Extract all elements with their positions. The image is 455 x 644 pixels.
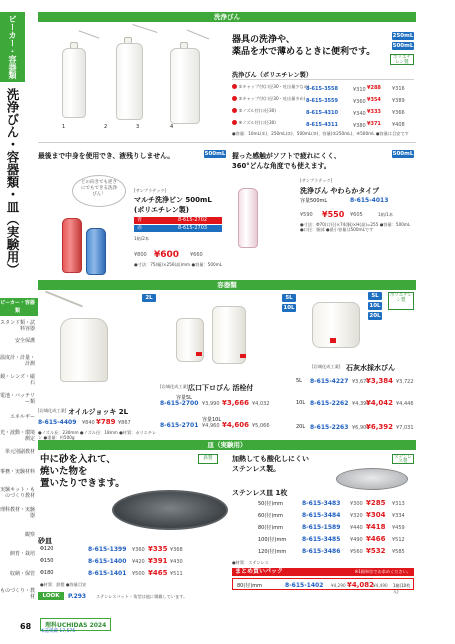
sidebar-item[interactable]: 実験キット・ものづくり教材 — [0, 487, 35, 499]
capacity-badge: 250mL — [392, 33, 414, 39]
sale-price: ¥465 — [148, 569, 168, 577]
sale-price: ¥466 — [366, 535, 386, 543]
product-code: 8-615-3485 — [302, 536, 341, 543]
color-row: 赤 8-615-2703 — [134, 225, 222, 232]
stopcock-icon — [330, 338, 336, 343]
size-label: 80(径)mm — [258, 525, 284, 531]
sidebar-item[interactable]: 温度計・計量・計測 — [0, 355, 36, 367]
headline: 加熱しても酸化しにくい — [232, 455, 309, 463]
capacity-label: 容量5L — [176, 395, 192, 401]
list-price: ¥590 — [300, 212, 313, 218]
product-code: 8-615-3558 — [306, 86, 338, 92]
nozzle — [78, 30, 99, 38]
capacity-label: 20L — [296, 424, 306, 430]
thumb-label: 4 — [170, 124, 174, 130]
footnote: ●ノズル長：230mm ●ノズル径：18mm ●材質：ポリエチレン ●重量：約500g — [38, 430, 157, 441]
oil-jug-image — [60, 318, 108, 382]
lime-water-bottle-image — [312, 302, 360, 348]
list-price: ¥440 — [350, 525, 363, 531]
product-code: 8-615-4311 — [306, 122, 338, 128]
bulk-pack-label: まとめ買いパック — [235, 568, 284, 575]
list-price: ¥360 — [353, 99, 366, 105]
marker-icon — [232, 96, 237, 101]
maker: [岩城化成工業] — [38, 408, 67, 413]
product-code: 8-615-3559 — [306, 98, 338, 104]
section-header-dishes: 皿（実験用） — [38, 440, 416, 450]
catalog-sub: 本誌掲載 17,575 — [40, 629, 76, 634]
quantity: 1箱/1本 — [378, 212, 394, 217]
sand-dish-image — [112, 490, 228, 530]
sale-price: ¥4,606 — [222, 421, 250, 429]
product-name: 広口下ロびん 活栓付 — [188, 384, 254, 392]
tax-price: ¥660 — [190, 252, 203, 258]
blue-bottle-image — [86, 228, 106, 275]
tax-price: ¥585 — [392, 549, 405, 555]
list-price: ¥4,390 — [352, 401, 370, 407]
sidebar-item[interactable]: ものづくり・教材 — [0, 588, 36, 600]
product-code: 8-615-4409 — [38, 419, 77, 426]
bottle-image-3 — [170, 48, 200, 124]
sale-price: ¥335 — [148, 545, 168, 553]
bottle-image-1 — [62, 48, 86, 118]
tax-price: ¥366 — [392, 110, 405, 116]
list-price: ¥420 — [132, 559, 145, 565]
quantity: 1箱(10枚入) — [393, 583, 411, 594]
list-price: ¥4,960 — [202, 423, 220, 429]
material-badge: ステンレス製 — [392, 454, 414, 464]
bulk-pack-header — [232, 568, 414, 576]
product-code: 8-615-1401 — [88, 570, 127, 577]
section-header-containers: 容器類 — [38, 280, 416, 290]
thumb-label: 2 — [104, 124, 108, 130]
product-code: 8-615-3484 — [302, 512, 341, 519]
capacity-label: 10L — [296, 400, 306, 406]
sidebar-item-active[interactable]: ビーカー・容器類 — [0, 298, 38, 316]
quantity: 1箱/2本 — [134, 236, 150, 241]
material-badge: ポリエチレン製 — [390, 54, 414, 65]
headline: 中に砂を入れて、 — [40, 454, 116, 465]
product-code: 8-615-2262 — [310, 400, 349, 407]
sidebar-item[interactable]: 観察 — [24, 532, 35, 538]
sale-price: ¥3,666 — [222, 399, 250, 407]
footnote: ●寸法：Φ70(口径)×74(胴)×H(高)=255 ●容量：500mL ●口径：胴部 ●最小容量は500mLです — [300, 222, 411, 233]
sale-price: ¥3,384 — [366, 377, 394, 385]
size-label: Φ150 — [40, 558, 54, 564]
tax-price: ¥408 — [392, 122, 405, 128]
product-code: 8-615-1589 — [302, 524, 341, 531]
list-price: ¥310 — [353, 87, 366, 93]
nozzle — [132, 24, 157, 33]
sale-price: ¥4,082 — [347, 581, 375, 589]
table-row: ②キャップ付(口径30・吐出量多め) — [232, 96, 305, 102]
product-title: 洗浄びん（ポリエチレン製） — [232, 72, 313, 79]
sidebar-item[interactable]: 収納・保管 — [9, 571, 35, 577]
headline: ステンレス製。 — [232, 465, 281, 473]
sale-price: ¥391 — [148, 557, 168, 565]
sale-price: ¥550 — [322, 210, 345, 219]
size-label: Φ120 — [40, 546, 54, 552]
table-row: ①キャップ付(口径30・吐出量少なめ) — [232, 84, 310, 90]
tax-price: ¥3,722 — [396, 379, 414, 385]
list-price: ¥300 — [350, 501, 363, 507]
vertical-category-title: 洗浄びん・容器類・皿（実験用） — [5, 88, 20, 276]
product-code: 8-615-2703 — [178, 225, 208, 231]
sale-price: ¥285 — [366, 499, 386, 507]
maker: [サンプラテック] — [134, 188, 167, 193]
look-page-ref[interactable]: P.293 — [68, 593, 87, 600]
color-row: 青 8-615-2702 — [134, 217, 222, 224]
capacity-badge: 10L — [369, 303, 381, 309]
marker-icon — [232, 108, 237, 113]
capacity-badge: 10L — [283, 305, 295, 311]
capacity-badge: 500mL — [392, 43, 414, 49]
sidebar-item[interactable]: 光・波動・環境測定 — [0, 430, 36, 442]
nozzle — [187, 30, 210, 40]
bottle-image-2 — [116, 43, 143, 120]
headline: 薬品を水で薄めるときに便利です。 — [232, 47, 376, 57]
size-label: 80(径)mm — [237, 583, 263, 589]
sale-price: ¥789 — [96, 418, 116, 426]
product-name: 石灰水採水びん — [346, 364, 395, 372]
red-bottle-image — [62, 218, 82, 273]
product-name: オイルジョッキ 2L — [68, 408, 129, 416]
headline: 360°どんな角度でも使えます。 — [232, 162, 331, 170]
product-code: 8-615-4310 — [306, 110, 338, 116]
product-code: 8-615-2700 — [160, 400, 199, 407]
tax-price: ¥867 — [118, 420, 131, 426]
divider — [38, 142, 416, 143]
sale-price: ¥371 — [367, 121, 381, 127]
callout-bubble — [72, 175, 126, 207]
sale-price: ¥600 — [154, 250, 180, 260]
headline: 置いたりできます。 — [40, 478, 125, 489]
sale-price: ¥354 — [367, 97, 381, 103]
product-code: 8-615-3483 — [302, 500, 341, 507]
tax-price: ¥7,031 — [396, 425, 414, 431]
product-name: (ポリエチレン製) — [134, 206, 189, 214]
footnote: ●材質：ステンレス — [232, 560, 269, 565]
headline: 最後まで中身を使用でき、液残りしません。 — [38, 152, 175, 160]
thumb-label: 3 — [136, 124, 140, 130]
table-row: ③ノズル付(口径30) — [232, 108, 276, 114]
list-price: ¥3,670 — [352, 379, 370, 385]
look-text: ステンレスバット・角型は他に掲載しています。 — [96, 594, 188, 599]
capacity-label: 容量10L — [202, 417, 222, 423]
product-name: マルチ洗浄ビン 500mL — [134, 196, 212, 204]
capacity-badge: 20L — [369, 313, 381, 319]
maker: [サンプラテック] — [300, 178, 333, 183]
sidebar-tab-beaker[interactable]: ビーカー・容器類 — [0, 12, 25, 82]
capacity-badge: 5L — [368, 292, 382, 300]
footnote: ●容量：10mL(①)、250mL(②)、500mL(③)、容量(③250mL)、④500mL ●容量は目安です — [232, 131, 409, 136]
sidebar-item[interactable]: 鏡・レンズ・磁石 — [0, 374, 35, 386]
product-code: 8-615-1399 — [88, 546, 127, 553]
footnote: ●寸法：75(幅)×256(高)mm ●容量：500mL — [134, 262, 223, 267]
product-name: 洗浄びん やわらかタイプ — [300, 187, 380, 195]
headline: 器具の洗浄や、 — [232, 35, 295, 45]
product-code: 8-615-1402 — [285, 582, 324, 589]
capacity-label: 容量500mL — [300, 198, 328, 204]
tax-price: ¥459 — [392, 525, 405, 531]
maker: [岩城化成工業] — [160, 384, 189, 389]
tax-price: ¥334 — [392, 513, 405, 519]
sale-price: ¥532 — [366, 547, 386, 555]
stainless-dish-image — [336, 468, 408, 490]
table-row: ④ノズル付(口径30) — [232, 120, 276, 126]
bulk-pack-row — [232, 578, 414, 594]
tax-price: ¥430 — [170, 559, 183, 565]
stopcock-icon — [196, 352, 202, 356]
list-price: ¥800 — [134, 252, 147, 258]
product-code: 8-615-2702 — [178, 217, 208, 223]
product-code: 8-615-2701 — [160, 422, 199, 429]
thumb-label: 1 — [62, 124, 66, 130]
size-label: Φ180 — [40, 570, 54, 576]
sidebar-item[interactable]: スタンド類・試料容器 — [0, 320, 36, 332]
material-badge: 鉄製 — [198, 454, 218, 464]
sale-price: ¥304 — [366, 511, 386, 519]
bulk-pack-note: ※1箱単位でお求めください。 — [354, 569, 411, 574]
sidebar-item[interactable]: 事務・実験材料 — [0, 469, 36, 475]
callout-text: どの向きでも逆さにでもできる洗浄びん！ — [81, 180, 117, 197]
sidebar-item[interactable]: 安全保護 — [14, 338, 35, 344]
catalog-logo: 理科UCHIDAS 2024 — [40, 618, 111, 631]
tax-price: ¥5,066 — [252, 423, 270, 429]
list-price: ¥320 — [350, 513, 363, 519]
list-price: ¥840 — [82, 420, 95, 426]
sale-price: ¥6,392 — [366, 423, 394, 431]
list-price: ¥500 — [132, 571, 145, 577]
list-price: ¥560 — [350, 549, 363, 555]
page-number: 68 — [20, 622, 32, 631]
sale-price: ¥4,042 — [366, 399, 394, 407]
divider — [232, 79, 414, 80]
product-code: 8-615-1400 — [88, 558, 127, 565]
product-code: 8-615-4227 — [310, 378, 349, 385]
sale-price: ¥418 — [366, 523, 386, 531]
product-name: 砂皿 — [38, 537, 52, 545]
tax-price: ¥389 — [392, 98, 405, 104]
tax-price: ¥4,032 — [252, 401, 270, 407]
tax-price: ¥313 — [392, 501, 405, 507]
size-label: 120(径)mm — [258, 549, 287, 555]
list-price: ¥3,990 — [202, 401, 220, 407]
product-name: ステンレス皿 1枚 — [232, 489, 288, 497]
list-price: ¥4,290 — [331, 583, 346, 588]
product-code: 8-615-3486 — [302, 548, 341, 555]
capacity-badge: 5L — [282, 294, 296, 302]
sidebar-item[interactable]: 単元別副教材 — [4, 449, 35, 455]
capacity-badge: 500mL — [204, 151, 226, 157]
capacity-badge: 2L — [142, 294, 156, 302]
tax-price: ¥316 — [392, 86, 405, 92]
footnote: ●材質：鉄製 ●容量目安 — [40, 582, 87, 587]
jug-spout — [45, 291, 83, 308]
headline: 握った感触がソフトで疲れにくく、 — [232, 152, 341, 160]
size-label: 100(径)mm — [258, 537, 287, 543]
product-code: 8-615-2263 — [310, 424, 349, 431]
list-price: ¥340 — [353, 111, 366, 117]
capacity-label: 5L — [296, 378, 302, 384]
tax-price: ¥512 — [392, 537, 405, 543]
tax-price: ¥4,490 — [373, 583, 388, 588]
list-price: ¥360 — [132, 547, 145, 553]
list-price: ¥490 — [350, 537, 363, 543]
stopcock-icon — [240, 354, 246, 358]
maker: [岩城化成工業] — [312, 364, 341, 369]
tax-price: ¥4,446 — [396, 401, 414, 407]
section-header-wash-bottle: 洗浄びん — [38, 12, 416, 22]
capacity-badge: 500mL — [392, 151, 414, 157]
marker-icon — [232, 84, 237, 89]
tax-price: ¥368 — [170, 547, 183, 553]
list-price: ¥380 — [353, 123, 366, 129]
list-price: ¥6,900 — [352, 425, 370, 431]
sidebar-item[interactable]: 電池・バッテリー類 — [0, 393, 36, 405]
headline: 焼いた物を — [40, 466, 88, 477]
sidebar-item[interactable]: エネルギー — [9, 414, 35, 420]
tax-price: ¥605 — [350, 212, 363, 218]
soft-bottle-image — [238, 188, 258, 248]
sale-price: ¥333 — [367, 109, 381, 115]
size-label: 60(径)mm — [258, 513, 284, 519]
sidebar-item[interactable]: 飼育・栽培 — [9, 551, 35, 557]
material-badge: ポリエチレン製 — [388, 292, 414, 310]
look-label: LOOK — [38, 592, 64, 600]
marker-icon — [232, 120, 237, 125]
sidebar-item[interactable]: 理科教材・実験器 — [0, 507, 36, 519]
product-code: 8-615-4013 — [350, 197, 389, 204]
tax-price: ¥511 — [170, 571, 183, 577]
size-label: 50(径)mm — [258, 501, 284, 507]
sale-price: ¥288 — [367, 85, 381, 91]
